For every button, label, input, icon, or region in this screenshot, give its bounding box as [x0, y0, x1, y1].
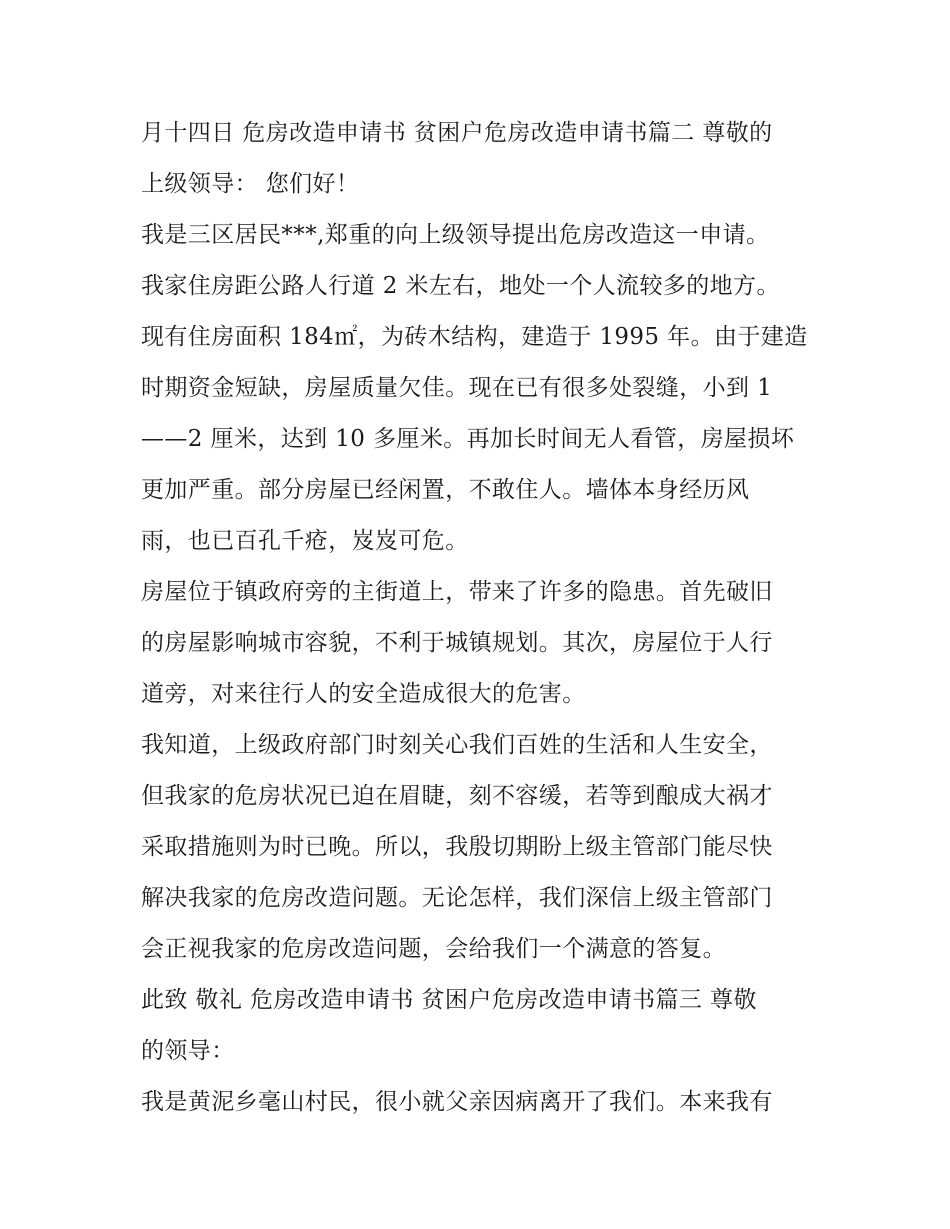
text-line: 时期资金短缺，房屋质量欠佳。现在已有很多处裂缝，小到 1	[141, 375, 773, 401]
text-line: 但我家的危房状况已迫在眉睫，刻不容缓，若等到酿成大祸才	[141, 783, 773, 809]
text-line: 更加严重。部分房屋已经闲置，不敢住人。墙体本身经历风	[141, 477, 750, 503]
text-line: 此致 敬礼 危房改造申请书 贫困户危房改造申请书篇三 尊敬	[141, 987, 757, 1013]
text-line: 我家住房距公路人行道 2 米左右，地处一个人流较多的地方。	[141, 273, 780, 299]
text-line: 房屋位于镇政府旁的主街道上，带来了许多的隐患。首先破旧	[141, 579, 773, 605]
text-line: 我是黄泥乡毫山村民，很小就父亲因病离开了我们。本来我有	[141, 1089, 773, 1115]
text-line: 雨，也已百孔千疮，岌岌可危。	[141, 528, 469, 554]
text-line: 采取措施则为时已晚。所以，我殷切期盼上级主管部门能尽快	[141, 834, 773, 860]
text-line: 现有住房面积 184㎡，为砖木结构，建造于 1995 年。由于建造	[141, 324, 808, 350]
text-line: ——2 厘米，达到 10 多厘米。再加长时间无人看管，房屋损坏	[141, 426, 795, 452]
text-line: 的领导：	[141, 1038, 235, 1064]
text-line: 上级领导： 您们好！	[141, 171, 360, 197]
document-body	[141, 108, 821, 1128]
text-line: 道旁，对来往行人的安全造成很大的危害。	[141, 681, 586, 707]
text-line: 我是三区居民***,郑重的向上级领导提出危房改造这一申请。	[141, 222, 770, 248]
text-line: 解决我家的危房改造问题。无论怎样，我们深信上级主管部门	[141, 885, 773, 911]
text-line: 月十四日 危房改造申请书 贫困户危房改造申请书篇二 尊敬的	[141, 120, 773, 146]
text-line: 会正视我家的危房改造问题，会给我们一个满意的答复。	[141, 936, 726, 962]
text-line: 我知道，上级政府部门时刻关心我们百姓的生活和人生安全，	[141, 732, 773, 758]
text-line: 的房屋影响城市容貌，不利于城镇规划。其次，房屋位于人行	[141, 630, 773, 656]
